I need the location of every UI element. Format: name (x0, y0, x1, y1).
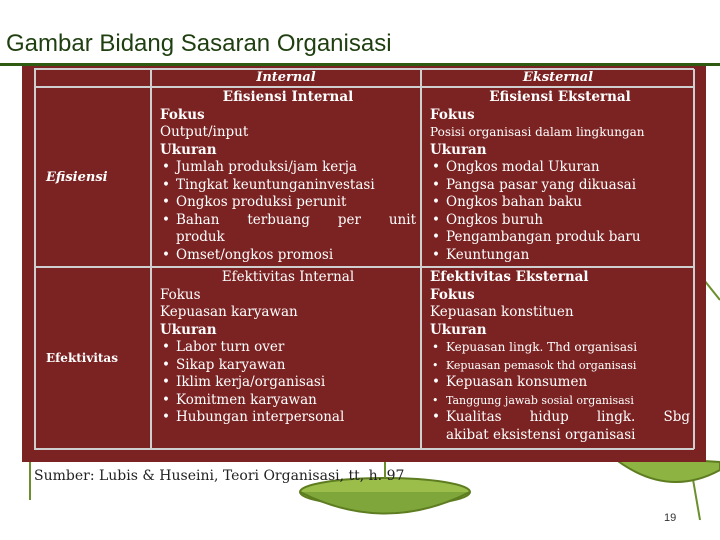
organization-target-table (34, 68, 694, 450)
list-item: • Sikap karyawan (160, 357, 416, 375)
list-item: • Komitmen karyawan (160, 392, 416, 410)
fokus-label: Fokus (160, 286, 201, 303)
table-corner (35, 69, 151, 87)
ukuran-label: Ukuran (160, 141, 217, 158)
cell-efektivitas-internal (151, 267, 421, 449)
cell-efektivitas-eksternal (421, 267, 695, 449)
cell-title: Efektivitas Eksternal (430, 269, 589, 285)
cell-efisiensi-internal (151, 87, 421, 267)
fokus-value: Kepuasan konstituen (430, 304, 574, 320)
measure-list (160, 339, 416, 427)
list-item: • Tanggung jawab sosial organisasi (430, 392, 690, 410)
page-number: 19 (664, 512, 677, 524)
measure-list (430, 339, 690, 444)
list-item: • Keuntungan (430, 247, 690, 265)
list-item: • Kepuasan konsumen (430, 374, 690, 392)
list-item: • Tingkat keuntunganinvestasi (160, 177, 416, 195)
cell-title: Efisiensi Eksternal (489, 89, 631, 105)
measure-list (430, 159, 690, 264)
row-header-efisiensi: Efisiensi (35, 87, 151, 267)
cell-efisiensi-eksternal (421, 87, 695, 267)
col-header-internal: Internal (151, 69, 421, 87)
list-item: • Bahan terbuang per unit (160, 212, 416, 230)
row-header-efektivitas: Efektivitas (35, 267, 151, 449)
list-item-continuation: produk (176, 229, 225, 245)
fokus-value: Kepuasan karyawan (160, 304, 298, 320)
ukuran-label: Ukuran (430, 321, 487, 338)
list-item: • Ongkos modal Ukuran (430, 159, 690, 177)
list-item: • Kualitas hidup lingk. Sbg (430, 409, 690, 427)
fokus-value: Posisi organisasi dalam lingkungan (430, 125, 645, 139)
list-item: • Pangsa pasar yang dikuasai (430, 177, 690, 195)
list-item: • Ongkos produksi perunit (160, 194, 416, 212)
col-header-eksternal: Eksternal (421, 69, 695, 87)
list-item: • Ongkos bahan baku (430, 194, 690, 212)
list-item: • Hubungan interpersonal (160, 409, 416, 427)
list-item: • Ongkos buruh (430, 212, 690, 230)
list-item: • Iklim kerja/organisasi (160, 374, 416, 392)
list-item: • Omset/ongkos promosi (160, 247, 416, 265)
fokus-label: Fokus (430, 286, 475, 303)
list-item: • Pengambangan produk baru (430, 229, 690, 247)
ukuran-label: Ukuran (430, 141, 487, 158)
cell-title: Efisiensi Internal (222, 89, 354, 105)
fokus-value: Output/input (160, 124, 249, 140)
list-item: • Kepuasan pemasok thd organisasi (430, 357, 690, 375)
source-caption: Sumber: Lubis & Huseini, Teori Organisasi, tt, h. 97 (34, 468, 405, 484)
list-item: • Labor turn over (160, 339, 416, 357)
list-item-continuation: akibat eksistensi organisasi (446, 426, 636, 443)
page-title: Gambar Bidang Sasaran Organisasi (6, 30, 392, 57)
list-item: • Kepuasan lingk. Thd organisasi (430, 339, 690, 357)
fokus-label: Fokus (160, 106, 205, 123)
measure-list (160, 159, 416, 264)
ukuran-label: Ukuran (160, 321, 217, 338)
list-item: • Jumlah produksi/jam kerja (160, 159, 416, 177)
fokus-label: Fokus (430, 106, 475, 123)
cell-title: Efektivitas Internal (221, 269, 355, 285)
